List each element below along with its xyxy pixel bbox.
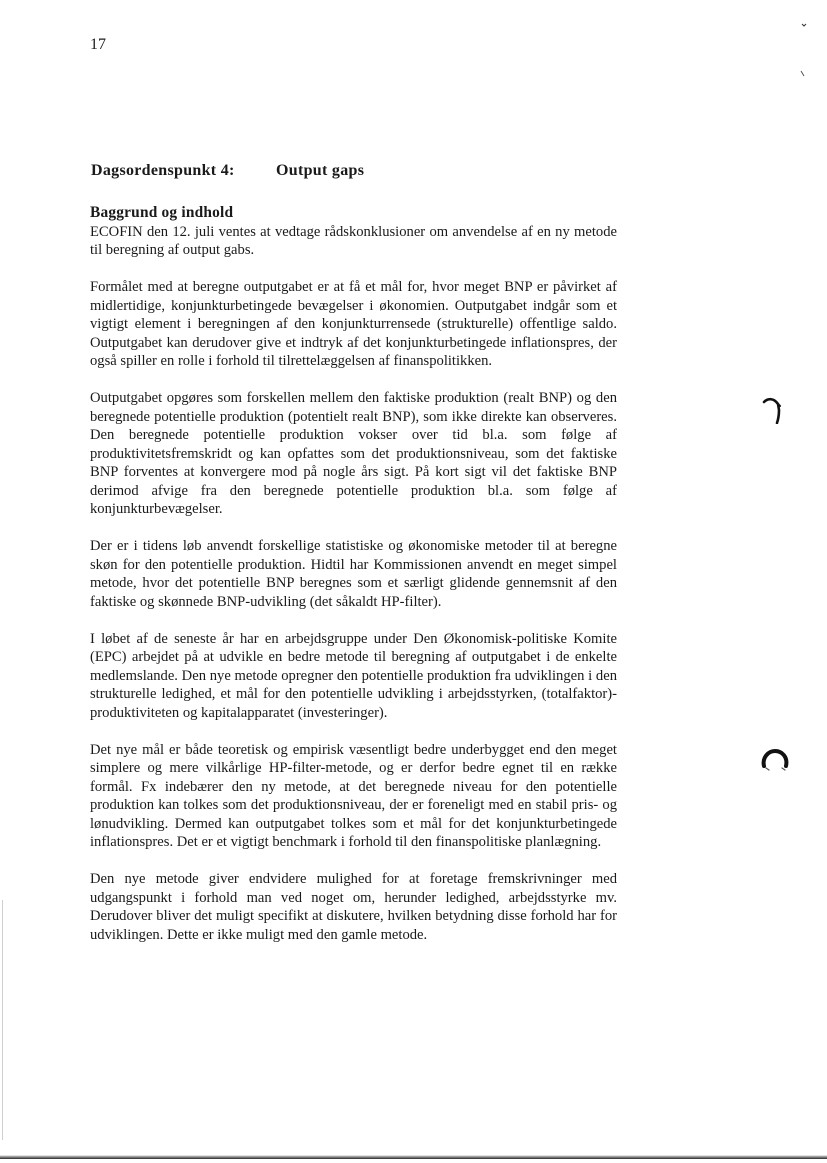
agenda-topic: Output gaps (276, 162, 365, 179)
document-body (90, 204, 617, 963)
paragraph-new-measure: Det nye mål er både teoretisk og empirisk væsentligt bedre underbygget end den meget simplere og mere vilkårlige HP-filter-metode, og er derfor bedre egnet til en række formål. Fx indebærer den ny metode, at det beregnede niveau for den potentielle produktion kan tolkes som det produktionsniveau, der er foreneligt med en stabil pris- og lønudvikling. Dermed kan outputgabet tolkes som et mål for det konjunkturbetingede inflationspres. Det er et vigtigt benchmark i forhold til den finanspolitiske planlægning. (90, 741, 617, 850)
section-heading: Baggrund og indhold (90, 204, 234, 221)
paragraph-purpose: Formålet med at beregne outputgabet er at få et mål for, hvor meget BNP er påvirket af midlertidige, konjunkturbetingede bevægelser i økonomien. Outputgabet indgår som et vigtigt element i beregningen af den konjunkturrensede (strukturelle) offentlige saldo. Outputgabet kan derudover give et indtryk af det konjunkturbetingede inflationspres, der også spiller en rolle i forhold til tilrettelæggelsen af finanspolitikken. (90, 279, 617, 369)
page-number: 17 (90, 36, 106, 53)
agenda-heading (91, 162, 365, 180)
scan-bottom-edge (0, 1155, 827, 1159)
ring-mark-icon (760, 748, 790, 772)
paragraph-methods: Der er i tidens løb anvendt forskellige statistiske og økonomiske metoder til at beregne skøn for den potentielle produktion. Hidtil har Kommissionen anvendt en meget simpel metode, hvor det potentielle BNP beregnes som et særligt glidende gennemsnit af den faktiske og skønnede BNP-udvikling (det såkaldt HP-filter). (90, 538, 617, 610)
scan-dot-icon (801, 22, 807, 28)
paragraph-epc-work: I løbet af de seneste år har en arbejdsgruppe under Den Økonomisk-politiske Komite (EPC) arbejdet på at udvikle en bedre metode til beregning af outputgabet i de enkelte medlemslande. Den nye metode opregner den potentielle produktion fra udviklingen i den strukturelle ledighed, et mål for den potentielle udvikling i arbejdsstyrken, (totalfaktor)-produktiviteten og kapitalapparatet (investeringer). (90, 630, 617, 721)
scan-edge-line (2, 900, 3, 1140)
agenda-label: Dagsordenspunkt 4: (91, 162, 235, 179)
hook-mark-icon (762, 396, 782, 424)
scan-tick-icon (800, 70, 806, 78)
paragraph-projections: Den nye metode giver endvidere mulighed for at foretage fremskrivninger med udgangspunkt i forhold man ved noget om, herunder ledighed, arbejdsstyrke mv. Derudover bliver det muligt specifikt at diskutere, hvilken betydning disse forhold har for udviklingen. Dette er ikke muligt med den gamle metode. (90, 871, 617, 943)
paragraph-intro: ECOFIN den 12. juli ventes at vedtage rådskonklusioner om anvendelse af en ny metode til beregning af output gabs. (90, 223, 617, 258)
paragraph-definition: Outputgabet opgøres som forskellen mellem den faktiske produktion (realt BNP) og den beregnede potentielle produktion (potentielt realt BNP), som ikke direkte kan observeres. Den beregnede potentielle produktion vokser over tid bl.a. som følge af produktivitetsfremskridt og kan opfattes som det produktionsniveau, som det faktiske BNP forventes at konvergere mod på nogle års sigt. På kort sigt vil det faktiske BNP derimod afvige fra den beregnede potentielle produktion bl.a. som følge af konjunkturbevægelser. (90, 390, 617, 517)
